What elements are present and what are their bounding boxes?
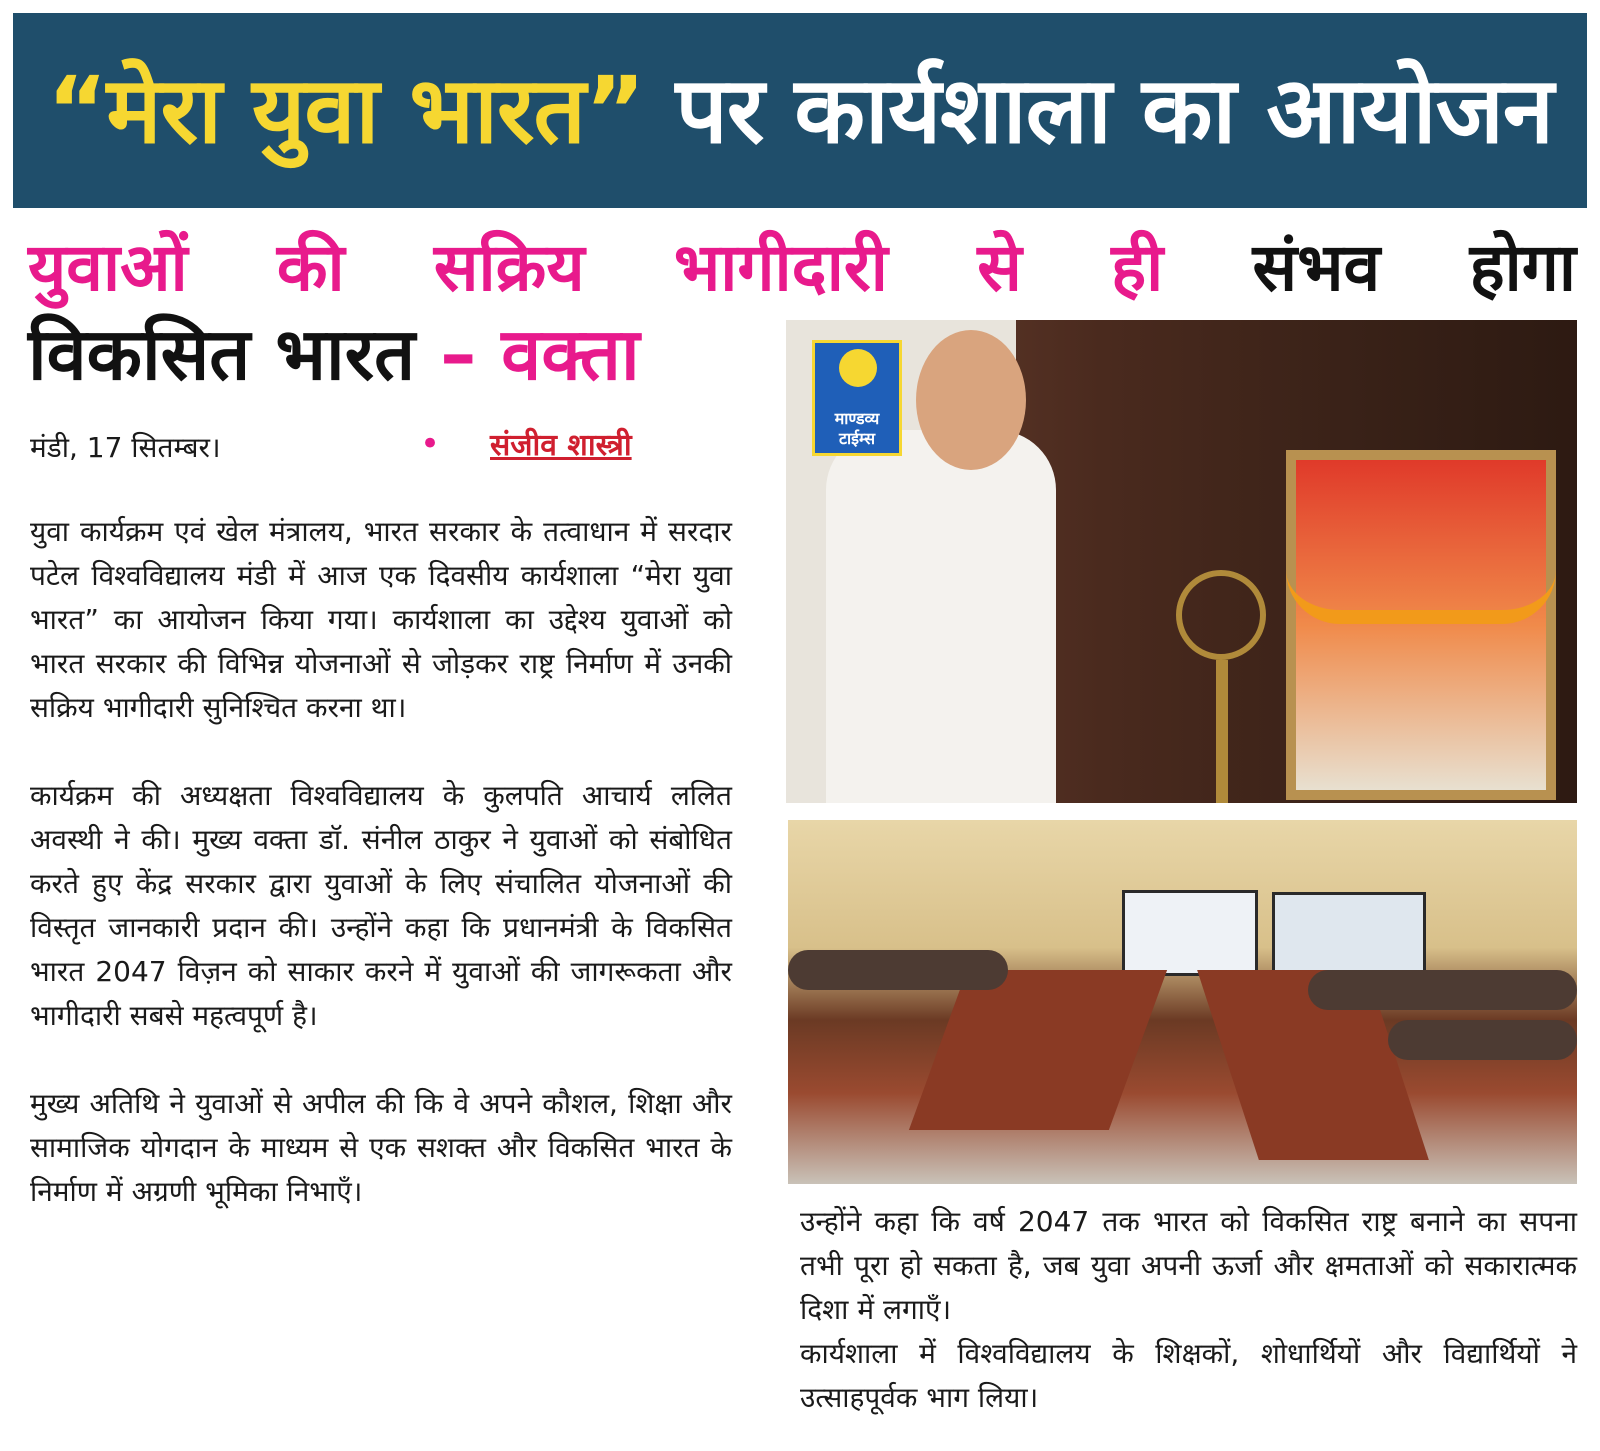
headline-highlight: “मेरा युवा भारत”: [47, 56, 645, 164]
subheadline-word: होगा: [1469, 229, 1576, 306]
logo-line-2: टाईम्स: [838, 429, 876, 448]
article-paragraph: मुख्य अतिथि ने युवाओं से अपील की कि वे अपने कौशल, शिक्षा और सामाजिक योगदान के माध्यम से एक सशक्त और विकसित भारत के निर्माण में अग्रणी भूमिका निभाएँ।: [30, 1087, 732, 1208]
headline-banner: [13, 13, 1587, 208]
headline-rest: पर कार्यशाला का आयोजन: [675, 56, 1553, 164]
subheadline-word: से: [977, 229, 1022, 306]
article-paragraph: उन्होंने कहा कि वर्ष 2047 तक भारत को विकसित राष्ट्र बनाने का सपना तभी पूरा हो सकता है, जब युवा अपनी ऊर्जा और क्षमताओं को सकारात्मक दिशा में लगाएँ।: [800, 1205, 1577, 1326]
secondary-headline-main: विकसित भारत: [28, 312, 416, 396]
logo-line-1: माण्डव्य: [834, 409, 880, 428]
byline: संजीव शास्त्री: [490, 428, 632, 463]
photo-lamp-lighting: [786, 320, 1577, 803]
newspaper-logo: [812, 340, 902, 456]
subheadline-word: भागीदारी: [673, 229, 888, 306]
secondary-headline: [28, 312, 640, 398]
article-body-left: [30, 510, 732, 1258]
subheadline-word: ही: [1111, 229, 1164, 306]
article-paragraph: युवा कार्यक्रम एवं खेल मंत्रालय, भारत सरकार के तत्वाधान में सरदार पटेल विश्वविद्यालय मंडी में आज एक दिवसीय कार्यशाला “मेरा युवा भारत” का आयोजन किया गया। कार्यशाला का उद्देश्य युवाओं को भारत सरकार की विभिन्न योजनाओं से जोड़कर राष्ट्र निर्माण में उनकी सक्रिय भागीदारी सुनिश्चित करना था।: [30, 515, 732, 724]
article-paragraph: कार्यशाला में विश्वविद्यालय के शिक्षकों, शोधार्थियों और विद्यार्थियों ने उत्साहपूर्वक भाग लिया।: [800, 1337, 1577, 1414]
subheadline-word: सक्रिय: [433, 229, 585, 306]
photo-workshop-audience: [788, 820, 1577, 1184]
subheadline-word: की: [276, 229, 345, 306]
subheadline: [28, 222, 1576, 314]
byline-bullet: •: [420, 424, 441, 464]
dateline: मंडी, 17 सितम्बर।: [30, 431, 221, 464]
subheadline-word: युवाओं: [28, 229, 188, 306]
article-paragraph: कार्यक्रम की अध्यक्षता विश्वविद्यालय के कुलपति आचार्य ललित अवस्थी ने की। मुख्य वक्ता डॉ. संनील ठाकुर ने युवाओं को संबोधित करते हुए केंद्र सरकार द्वारा युवाओं के लिए संचालित योजनाओं की विस्तृत जानकारी प्रदान की। उन्होंने कहा कि प्रधानमंत्री के विकसित भारत 2047 विज़न को साकार करने में युवाओं की जागरूकता और भागीदारी सबसे महत्वपूर्ण है।: [30, 779, 732, 1032]
secondary-headline-speaker: – वक्ता: [415, 312, 640, 396]
microphone-icon: [839, 349, 877, 387]
subheadline-word: संभव: [1252, 229, 1381, 306]
headline: [47, 56, 1553, 164]
article-body-right: [800, 1200, 1577, 1420]
